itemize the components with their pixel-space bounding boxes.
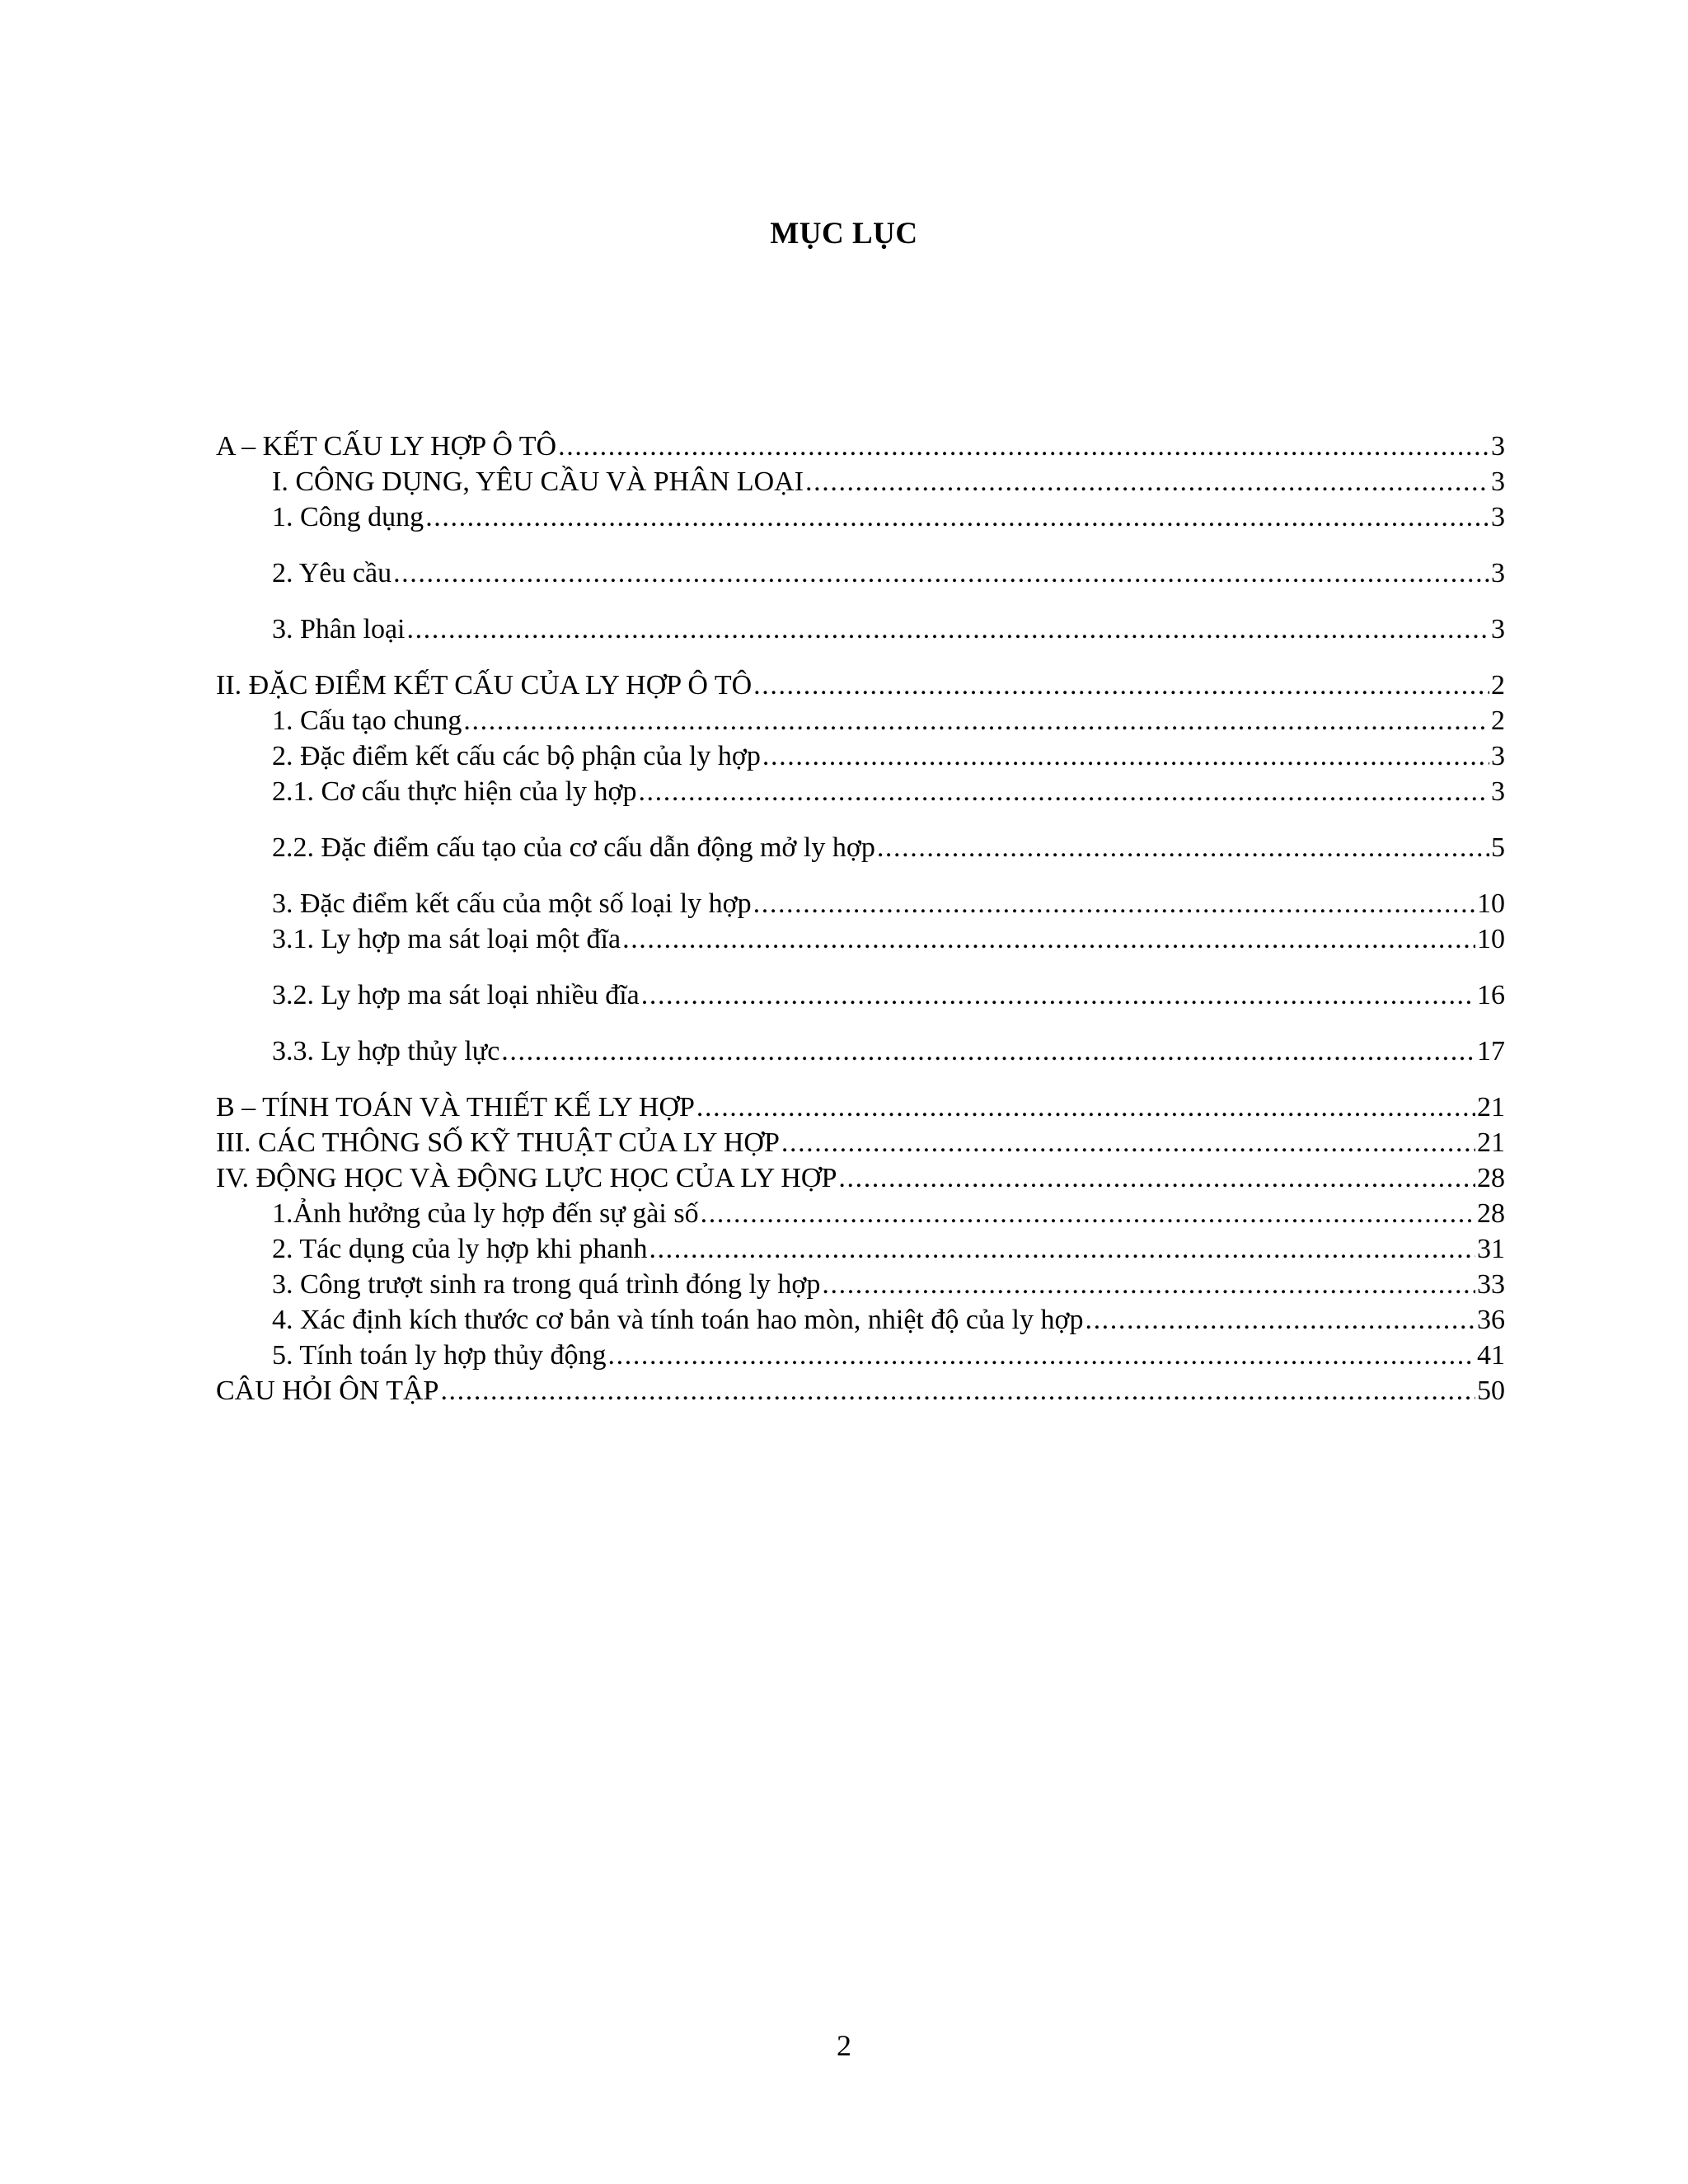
toc-entry-page: 3	[1491, 614, 1505, 644]
toc-entry-page: 10	[1477, 888, 1505, 919]
toc-leader-dots	[649, 1231, 1475, 1268]
toc-entry-page: 3	[1491, 558, 1505, 588]
toc-leader-dots	[641, 977, 1475, 1014]
toc-leader-dots	[1085, 1302, 1475, 1338]
toc-entry	[216, 1196, 1505, 1232]
toc-entry	[216, 886, 1505, 922]
toc-leader-dots	[463, 703, 1489, 739]
toc-leader-dots	[622, 921, 1475, 958]
toc-entry-text: III. CÁC THÔNG SỐ KỸ THUẬT CỦA LY HỢP	[216, 1127, 780, 1158]
toc-entry	[216, 830, 1505, 866]
toc-entry-page: 41	[1477, 1340, 1505, 1371]
page-number: 2	[837, 2029, 851, 2062]
toc-entry-text: IV. ĐỘNG HỌC VÀ ĐỘNG LỰC HỌC CỦA LY HỢP	[216, 1163, 837, 1193]
toc-entry-text: 3.2. Ly hợp ma sát loại nhiều đĩa	[272, 980, 640, 1010]
toc-entry-page: 2	[1491, 670, 1505, 701]
toc-entry-text: 1. Công dụng	[272, 502, 424, 532]
toc-entry-page: 5	[1491, 832, 1505, 863]
toc-leader-dots	[781, 1125, 1475, 1161]
toc-entry-text: 5. Tính toán ly hợp thủy động	[272, 1340, 607, 1371]
toc-entry-text: 2. Yêu cầu	[272, 558, 392, 588]
toc-entry-text: 3. Đặc điểm kết cấu của một số loại ly hợp	[272, 888, 752, 919]
toc-entry	[216, 1160, 1505, 1197]
toc-entry-page: 3	[1491, 502, 1505, 532]
toc-entry	[216, 738, 1505, 775]
toc-leader-dots	[558, 429, 1489, 465]
toc-leader-dots	[822, 1267, 1475, 1303]
toc-leader-dots	[838, 1160, 1475, 1197]
toc-entry	[216, 1125, 1505, 1161]
toc-entry-text: 1.Ảnh hưởng của ly hợp đến sự gài số	[272, 1198, 699, 1229]
toc-entry-text: 3. Công trượt sinh ra trong quá trình đóng ly hợp	[272, 1269, 821, 1300]
toc-leader-dots	[638, 774, 1489, 810]
toc-leader-dots	[877, 830, 1489, 866]
toc-entry-page: 50	[1477, 1376, 1505, 1406]
toc-leader-dots	[440, 1373, 1475, 1409]
toc-entry	[216, 703, 1505, 739]
toc-entry-page: 28	[1477, 1198, 1505, 1229]
toc-entry	[216, 555, 1505, 592]
toc-entry-text: 2.2. Đặc điểm cấu tạo của cơ cấu dẫn động mở ly hợp	[272, 832, 875, 863]
toc-entry	[216, 464, 1505, 500]
toc-entry-page: 36	[1477, 1305, 1505, 1335]
toc-leader-dots	[762, 738, 1489, 775]
toc-entry-text: 2. Tác dụng của ly hợp khi phanh	[272, 1234, 648, 1264]
toc-entry-text: A – KẾT CẤU LY HỢP Ô TÔ	[216, 431, 557, 462]
toc-entry-text: 1. Cấu tạo chung	[272, 705, 462, 736]
toc-entry	[216, 1338, 1505, 1374]
toc-entry	[216, 668, 1505, 704]
table-of-contents	[216, 0, 1505, 2184]
toc-entry-page: 33	[1477, 1269, 1505, 1300]
toc-entry-page: 3	[1491, 741, 1505, 771]
toc-leader-dots	[753, 668, 1489, 704]
toc-entry-text: 3.3. Ly hợp thủy lực	[272, 1036, 500, 1066]
toc-entry-text: 4. Xác định kích thước cơ bản và tính toán hao mòn, nhiệt độ của ly hợp	[272, 1305, 1084, 1335]
toc-entry-page: 31	[1477, 1234, 1505, 1264]
toc-leader-dots	[393, 555, 1489, 592]
toc-leader-dots	[696, 1090, 1475, 1126]
toc-entry-page: 17	[1477, 1036, 1505, 1066]
toc-entry	[216, 921, 1505, 958]
toc-leader-dots	[501, 1033, 1475, 1070]
toc-entry-text: 2.1. Cơ cấu thực hiện của ly hợp	[272, 776, 637, 807]
toc-entry-text: II. ĐẶC ĐIỂM KẾT CẤU CỦA LY HỢP Ô TÔ	[216, 670, 753, 701]
toc-entry	[216, 1033, 1505, 1070]
toc-entry-page: 21	[1477, 1127, 1505, 1158]
toc-entry-page: 28	[1477, 1163, 1505, 1193]
toc-entry	[216, 774, 1505, 810]
toc-leader-dots	[753, 886, 1475, 922]
toc-entry	[216, 977, 1505, 1014]
toc-entry-page: 10	[1477, 924, 1505, 954]
toc-entry-page: 21	[1477, 1092, 1505, 1122]
toc-entry-page: 3	[1491, 431, 1505, 462]
toc-entry-page: 3	[1491, 776, 1505, 807]
toc-entry-text: 3.1. Ly hợp ma sát loại một đĩa	[272, 924, 621, 954]
toc-entry	[216, 499, 1505, 536]
toc-leader-dots	[701, 1196, 1475, 1232]
toc-entry	[216, 1302, 1505, 1338]
toc-entry-page: 2	[1491, 705, 1505, 736]
toc-entry-text: 2. Đặc điểm kết cấu các bộ phận của ly hợp	[272, 741, 761, 771]
toc-leader-dots	[608, 1338, 1475, 1374]
toc-entry-page: 3	[1491, 466, 1505, 497]
toc-entry	[216, 612, 1505, 648]
toc-entry	[216, 1267, 1505, 1303]
document-title: MỤC LỤC	[770, 217, 918, 251]
toc-entry-page: 16	[1477, 980, 1505, 1010]
toc-entry-text: 3. Phân loại	[272, 614, 406, 644]
toc-leader-dots	[406, 612, 1489, 648]
toc-entry	[216, 429, 1505, 465]
toc-entry	[216, 1231, 1505, 1268]
toc-entry	[216, 1090, 1505, 1126]
toc-entry-text: B – TÍNH TOÁN VÀ THIẾT KẾ LY HỢP	[216, 1092, 695, 1122]
toc-entry-text: I. CÔNG DỤNG, YÊU CẦU VÀ PHÂN LOẠI	[272, 466, 804, 497]
toc-leader-dots	[805, 464, 1489, 500]
toc-entry-text: CÂU HỎI ÔN TẬP	[216, 1376, 439, 1406]
toc-leader-dots	[425, 499, 1489, 536]
toc-entry	[216, 1373, 1505, 1409]
